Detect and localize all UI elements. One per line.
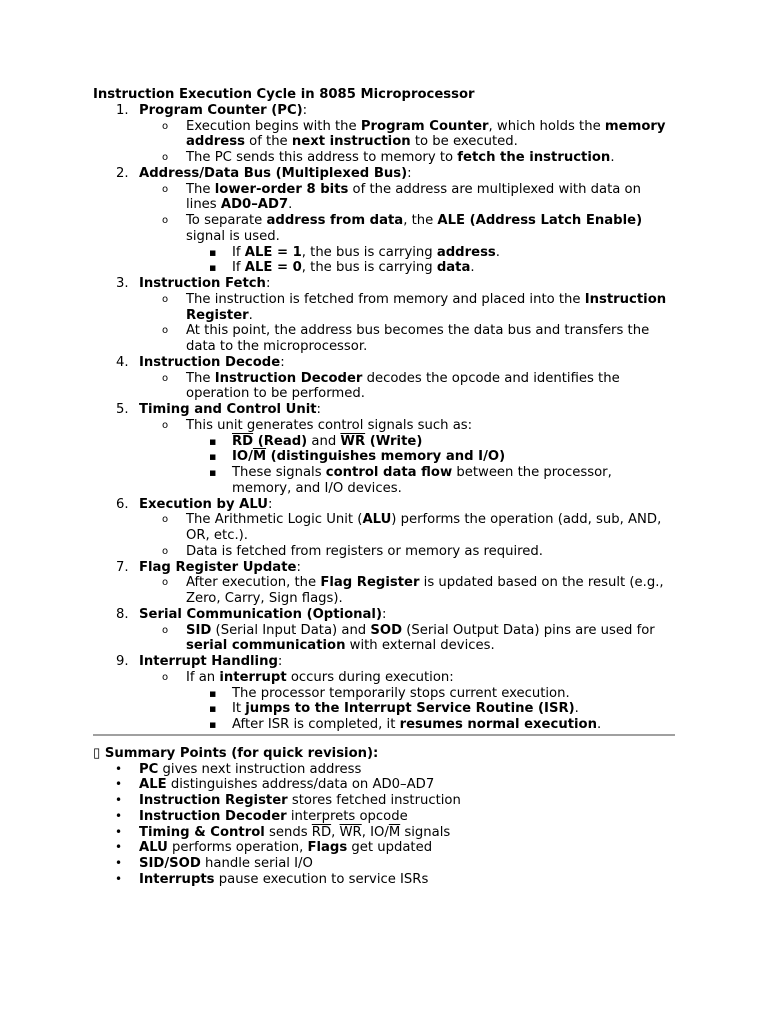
summary-list [93, 762, 675, 888]
overline-signal: $\overline{RD}$ [232, 433, 254, 449]
circle-bullet: o [162, 325, 169, 337]
square-bullet: ▪ [209, 466, 217, 480]
bullet: • [115, 793, 123, 808]
step-heading: Execution by ALU [139, 496, 269, 512]
bold-text: SID [186, 622, 212, 638]
step-number: 4. [116, 354, 129, 370]
bullet: • [115, 777, 123, 792]
sub-point [93, 449, 675, 465]
bold-text: serial communication [186, 638, 346, 654]
bold-text: jumps to the Interrupt Service Routine (ISR) [245, 701, 575, 717]
step-number: 1. [116, 102, 129, 118]
square-bullet: ▪ [209, 686, 217, 700]
summary-text: Timing & Control sends $\overline{RD}$, $\overline{WR}$, $IO/\overline{M}$ signals [139, 824, 451, 840]
bold-text: address from data [266, 213, 404, 229]
circle-bullet: o [162, 215, 169, 227]
overline-signal: $\overline{RD}$ [311, 824, 332, 840]
step-points [93, 512, 675, 559]
step-heading-line: Instruction Fetch: [139, 276, 271, 292]
bold-text: Instruction Decoder [139, 808, 287, 824]
summary-text: PC gives next instruction address [139, 761, 362, 777]
point-text: The PC sends this address to memory to fetch the instruction. [186, 150, 615, 166]
summary-item [93, 809, 675, 825]
bullet: • [115, 808, 123, 823]
step-heading: Instruction Decode [139, 354, 281, 370]
step-item [93, 560, 675, 576]
bold-text: SOD [370, 622, 403, 638]
bold-text: data [436, 260, 471, 276]
summary-text: ALU performs operation, Flags get updated [139, 840, 433, 856]
circle-bullet: o [162, 183, 169, 195]
step-number: 5. [116, 402, 129, 418]
bold-text: Flag Register [320, 575, 420, 591]
point-text: Data is fetched from registers or memory as required. [186, 543, 543, 559]
summary-heading [93, 746, 675, 762]
summary-text: ALE distinguishes address/data on AD0–AD7 [139, 777, 435, 793]
circle-bullet: o [162, 545, 169, 557]
point-text: If an interrupt occurs during execution: [186, 669, 454, 685]
point-text: The lower-order 8 bits of the address are multiplexed with data on lines AD0–AD7. [186, 181, 641, 213]
summary-item [93, 825, 675, 841]
summary-text: Instruction Register stores fetched instruction [139, 793, 461, 809]
step-point [93, 213, 675, 245]
point-text: This unit generates control signals such as: [186, 417, 473, 433]
square-bullet: ▪ [209, 434, 217, 448]
bold-text: $\overline{WR}$ (Write) [340, 433, 423, 449]
bold-text: SID/SOD [139, 856, 201, 872]
bold-text: lower-order 8 bits [214, 181, 349, 197]
bold-text: next instruction [291, 134, 411, 150]
summary-text: Instruction Decoder interprets opcode [139, 808, 408, 824]
bold-text: Instruction Decoder [214, 370, 363, 386]
bullet: • [115, 871, 123, 886]
step-point [93, 150, 675, 166]
step-point [93, 323, 675, 355]
document-body [93, 87, 675, 888]
step-item [93, 654, 675, 670]
step-heading: Instruction Fetch [139, 276, 266, 292]
sub-point-text: $\overline{RD}$ (Read) and $\overline{WR}$ (Write) [232, 433, 423, 449]
sub-point-text: The processor temporarily stops current execution. [232, 685, 570, 701]
step-heading-line: Instruction Decode: [139, 354, 285, 370]
bold-text: Instruction Register [186, 291, 667, 323]
bold-text: Interrupts [139, 871, 215, 887]
bold-text: ALE = 0 [244, 260, 302, 276]
step-item [93, 355, 675, 371]
point-text: SID (Serial Input Data) and SOD (Serial Output Data) pins are used for serial communication with external devices. [186, 622, 655, 654]
sub-point [93, 245, 675, 261]
sub-point-text: These signals control data flow between the processor, memory, and I/O devices. [232, 465, 612, 496]
bold-text: memory address [186, 118, 666, 150]
step-point [93, 544, 675, 560]
sub-point-text: If ALE = 1, the bus is carrying address. [232, 244, 500, 260]
summary-text: Interrupts pause execution to service ISRs [139, 871, 429, 887]
step-points [93, 670, 675, 733]
step-point [93, 119, 675, 151]
step-heading-line: Program Counter (PC): [139, 102, 308, 118]
bold-text: ALE (Address Latch Enable) [437, 213, 643, 229]
step-heading-line: Serial Communication (Optional): [139, 606, 387, 622]
overline-signal: $\overline{M}$ [388, 824, 401, 840]
overline-signal: $\overline{M}$ [252, 449, 267, 465]
bold-text: PC [139, 761, 159, 777]
step-item [93, 497, 675, 513]
summary-item [93, 777, 675, 793]
sub-point-text: After ISR is completed, it resumes normal execution. [232, 717, 602, 733]
step-item [93, 402, 675, 418]
step-heading: Program Counter (PC) [139, 102, 303, 118]
step-heading-line: Flag Register Update: [139, 559, 301, 575]
summary-item [93, 793, 675, 809]
step-heading-line: Timing and Control Unit: [139, 402, 321, 418]
bold-text: address [436, 244, 496, 260]
step-heading: Flag Register Update [139, 559, 297, 575]
summary-item [93, 856, 675, 872]
step-point [93, 575, 675, 607]
bold-text: interrupt [219, 669, 287, 685]
circle-bullet: o [162, 419, 169, 431]
circle-bullet: o [162, 671, 169, 683]
point-text: The Instruction Decoder decodes the opcode and identifies the operation to be performed. [186, 370, 620, 402]
square-bullet: ▪ [209, 245, 217, 259]
bold-text: ALE = 1 [244, 244, 302, 260]
summary-text: SID/SOD handle serial I/O [139, 856, 313, 872]
step-point [93, 623, 675, 655]
overline-signal: $\overline{WR}$ [339, 824, 362, 840]
bold-text: resumes normal execution [399, 717, 597, 733]
steps-list [93, 103, 675, 733]
step-point [93, 512, 675, 544]
step-heading-line: Address/Data Bus (Multiplexed Bus): [139, 165, 412, 181]
summary-item [93, 872, 675, 888]
point-text: The instruction is fetched from memory and placed into the Instruction Register. [186, 291, 667, 323]
step-points [93, 575, 675, 607]
bullet: • [115, 840, 123, 855]
step-point [93, 670, 675, 686]
bold-text: $\overline{RD}$ (Read) [232, 433, 308, 449]
square-bullet: ▪ [209, 718, 217, 732]
square-bullet: ▪ [209, 450, 217, 464]
step-points [93, 182, 675, 277]
bold-text: Timing & Control [139, 824, 265, 840]
step-number: 3. [116, 276, 129, 292]
step-heading: Address/Data Bus (Multiplexed Bus) [139, 165, 408, 181]
bold-text: control data flow [325, 465, 453, 481]
step-item [93, 166, 675, 182]
step-point [93, 418, 675, 434]
step-points [93, 418, 675, 497]
circle-bullet: o [162, 293, 169, 305]
bold-text: $IO/\overline{M}$ (distinguishes memory and I/O) [232, 449, 506, 465]
square-bullet: ▪ [209, 261, 217, 275]
sub-point [93, 465, 675, 497]
step-item [93, 103, 675, 119]
circle-bullet: o [162, 152, 169, 164]
step-number: 8. [116, 606, 129, 622]
step-item [93, 276, 675, 292]
sub-points [93, 245, 675, 277]
square-bullet: ▪ [209, 702, 217, 716]
step-point [93, 371, 675, 403]
sub-points [93, 686, 675, 733]
circle-bullet: o [162, 577, 169, 589]
step-number: 2. [116, 165, 129, 181]
step-number: 9. [116, 654, 129, 670]
step-points [93, 371, 675, 403]
point-text: At this point, the address bus becomes the data bus and transfers the data to the microprocessor. [186, 323, 650, 355]
bold-text: AD0–AD7 [220, 197, 289, 213]
step-number: 6. [116, 496, 129, 512]
step-point [93, 182, 675, 214]
step-heading-line: Interrupt Handling: [139, 654, 283, 670]
sub-point [93, 434, 675, 450]
bold-text: ALU [139, 840, 168, 856]
step-points [93, 119, 675, 166]
sub-point [93, 701, 675, 717]
sub-point [93, 260, 675, 276]
sub-points [93, 434, 675, 497]
sub-point-text [232, 449, 505, 464]
section-divider [93, 734, 675, 736]
sub-point-text: If ALE = 0, the bus is carrying data. [232, 260, 475, 276]
step-heading: Serial Communication (Optional) [139, 606, 382, 622]
bullet: • [115, 856, 123, 871]
summary-icon: ▯ [93, 745, 101, 761]
sub-point [93, 686, 675, 702]
step-heading-line: Execution by ALU: [139, 496, 273, 512]
step-item [93, 607, 675, 623]
summary-item [93, 840, 675, 856]
bold-text: Program Counter [360, 118, 489, 134]
point-text: Execution begins with the Program Counter, which holds the memory address of the next instruction to be executed. [186, 118, 666, 150]
document-title: Instruction Execution Cycle in 8085 Microprocessor [93, 87, 475, 102]
sub-point [93, 717, 675, 733]
point-text: After execution, the Flag Register is updated based on the result (e.g., Zero, Carry, Sign flags). [186, 575, 664, 607]
overline-signal: $\overline{WR}$ [340, 433, 366, 449]
circle-bullet: o [162, 372, 169, 384]
bullet: • [115, 761, 123, 776]
bold-text: ALE [139, 777, 167, 793]
step-point [93, 292, 675, 324]
sub-point-text: It jumps to the Interrupt Service Routine (ISR). [232, 701, 579, 717]
summary-heading-text: Summary Points (for quick revision): [104, 745, 379, 761]
circle-bullet: o [162, 514, 169, 526]
step-heading: Timing and Control Unit [139, 402, 317, 418]
bold-text: Flags [307, 840, 348, 856]
bold-text: ALU [362, 512, 392, 528]
point-text: The Arithmetic Logic Unit (ALU) performs the operation (add, sub, AND, OR, etc.). [186, 512, 662, 544]
step-points [93, 623, 675, 655]
step-number: 7. [116, 559, 129, 575]
point-text: To separate address from data, the ALE (Address Latch Enable) signal is used. [186, 213, 643, 244]
summary-item [93, 762, 675, 778]
step-points [93, 292, 675, 355]
bold-text: fetch the instruction [457, 150, 611, 166]
step-heading: Interrupt Handling [139, 654, 278, 670]
circle-bullet: o [162, 624, 169, 636]
circle-bullet: o [162, 120, 169, 132]
bullet: • [115, 824, 123, 839]
bold-text: Instruction Register [139, 793, 288, 809]
